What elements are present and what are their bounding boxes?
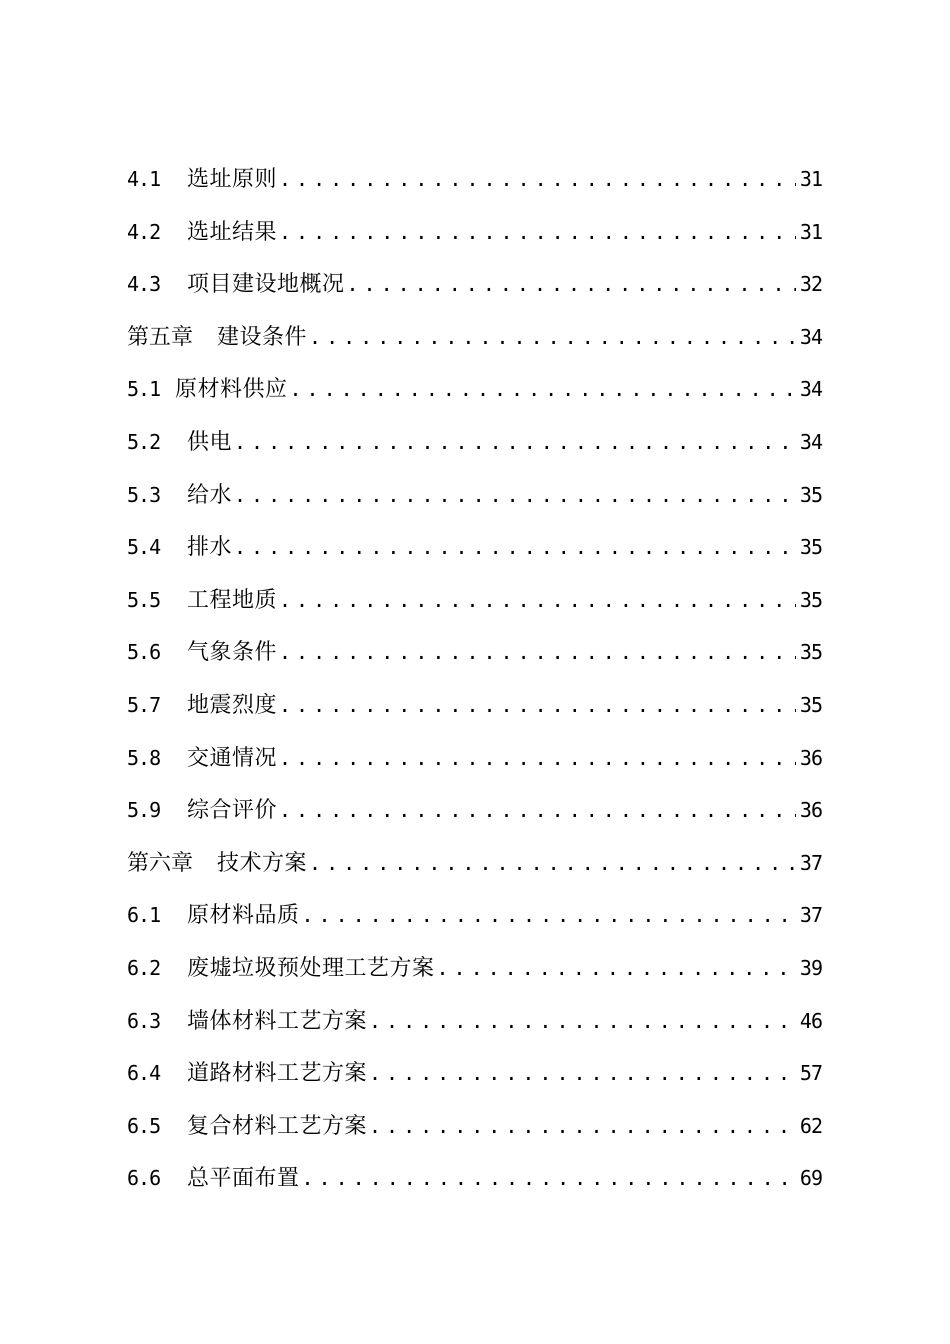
toc-entry-5-7[interactable] [127, 679, 822, 732]
dot-leader [279, 784, 796, 837]
toc-entry-5-4[interactable] [127, 521, 822, 574]
toc-entry-page: 37 [799, 903, 822, 928]
toc-entry-5-9[interactable] [127, 784, 822, 837]
dot-leader [302, 1152, 796, 1205]
toc-chapter-number: 第六章 [127, 850, 194, 876]
toc-chapter-number: 第五章 [127, 324, 194, 350]
toc-entry-title: 气象条件 [187, 640, 278, 666]
toc-entry-title: 地震烈度 [187, 692, 278, 718]
toc-entry-6-5[interactable] [127, 1100, 822, 1153]
toc-entry-6-1[interactable] [127, 889, 822, 942]
toc-entry-number: 6.5 [127, 1113, 161, 1138]
toc-entry-5-2[interactable] [127, 416, 822, 469]
dot-leader [279, 732, 796, 785]
toc-entry-title: 综合评价 [187, 798, 278, 824]
toc-entry-page: 39 [799, 955, 822, 980]
toc-entry-number: 5.2 [127, 429, 161, 454]
dot-leader [347, 258, 796, 311]
toc-entry-6-4[interactable] [127, 1047, 822, 1100]
toc-entry-number: 6.2 [127, 955, 161, 980]
toc-entry-page: 57 [799, 1061, 822, 1086]
toc-entry-number: 5.1 [127, 377, 161, 402]
toc-entry-page: 34 [799, 429, 822, 454]
toc-entry-title: 废墟垃圾预处理工艺方案 [187, 955, 435, 981]
dot-leader [279, 574, 796, 627]
toc-entry-4-3[interactable] [127, 258, 822, 311]
toc-entry-page: 35 [799, 482, 822, 507]
toc-entry-title: 给水 [187, 482, 233, 508]
toc-entry-page: 36 [799, 745, 822, 770]
dot-leader [437, 942, 796, 995]
dot-leader [234, 469, 796, 522]
toc-entry-title: 建设条件 [217, 324, 308, 350]
toc-entry-title: 供电 [187, 429, 233, 455]
toc-entry-number: 6.1 [127, 903, 161, 928]
toc-entry-page: 31 [799, 167, 822, 191]
toc-entry-page: 31 [799, 219, 822, 244]
toc-entry-title: 选址原则 [187, 167, 278, 192]
dot-leader [279, 153, 796, 206]
dot-leader [309, 837, 796, 890]
toc-entry-title: 道路材料工艺方案 [187, 1061, 368, 1087]
toc-entry-number: 5.4 [127, 535, 161, 560]
toc-entry-title: 复合材料工艺方案 [187, 1113, 368, 1139]
table-of-contents [127, 153, 822, 1205]
toc-entry-number: 5.3 [127, 482, 161, 507]
toc-entry-page: 35 [799, 692, 822, 717]
dot-leader [290, 363, 796, 416]
toc-entry-6-2[interactable] [127, 942, 822, 995]
toc-entry-title: 总平面布置 [187, 1166, 300, 1192]
dot-leader [234, 521, 796, 574]
dot-leader [279, 626, 796, 679]
toc-entry-title: 技术方案 [217, 850, 308, 876]
toc-entry-number: 6.4 [127, 1061, 161, 1086]
toc-entry-chapter-6[interactable] [127, 837, 822, 890]
toc-entry-5-5[interactable] [127, 574, 822, 627]
dot-leader [279, 206, 796, 259]
dot-leader [369, 1100, 796, 1153]
toc-entry-6-3[interactable] [127, 995, 822, 1048]
toc-entry-title: 工程地质 [187, 587, 278, 613]
toc-entry-number: 6.6 [127, 1166, 161, 1191]
toc-entry-number: 5.9 [127, 798, 161, 823]
dot-leader [309, 311, 796, 364]
toc-entry-page: 35 [799, 640, 822, 665]
toc-entry-title: 选址结果 [187, 219, 278, 245]
toc-entry-4-1[interactable] [127, 153, 822, 206]
toc-entry-page: 35 [799, 535, 822, 560]
toc-entry-number: 4.1 [127, 167, 161, 191]
toc-entry-number: 4.2 [127, 219, 161, 244]
toc-entry-6-6[interactable] [127, 1152, 822, 1205]
toc-entry-title: 交通情况 [187, 745, 278, 771]
toc-entry-number: 5.6 [127, 640, 161, 665]
toc-entry-5-6[interactable] [127, 626, 822, 679]
toc-entry-5-8[interactable] [127, 732, 822, 785]
toc-entry-page: 35 [799, 587, 822, 612]
toc-entry-5-3[interactable] [127, 469, 822, 522]
toc-entry-number: 5.7 [127, 692, 161, 717]
dot-leader [302, 889, 796, 942]
toc-entry-title: 项目建设地概况 [187, 272, 345, 298]
dot-leader [369, 995, 796, 1048]
toc-entry-title: 排水 [187, 535, 233, 561]
toc-entry-page: 62 [799, 1113, 822, 1138]
toc-entry-page: 69 [799, 1166, 822, 1191]
toc-entry-number: 4.3 [127, 272, 161, 297]
toc-entry-page: 46 [799, 1008, 822, 1033]
toc-entry-title: 原材料品质 [187, 903, 300, 929]
toc-entry-page: 32 [799, 272, 822, 297]
toc-entry-number: 5.5 [127, 587, 161, 612]
toc-entry-4-2[interactable] [127, 206, 822, 259]
toc-entry-page: 34 [799, 377, 822, 402]
toc-entry-number: 6.3 [127, 1008, 161, 1033]
toc-entry-5-1[interactable] [127, 363, 822, 416]
dot-leader [234, 416, 796, 469]
toc-entry-page: 37 [799, 850, 822, 875]
toc-entry-number: 5.8 [127, 745, 161, 770]
toc-entry-page: 34 [799, 324, 822, 349]
toc-entry-title: 原材料供应 [175, 377, 288, 403]
toc-entry-title: 墙体材料工艺方案 [187, 1008, 368, 1034]
dot-leader [279, 679, 796, 732]
dot-leader [369, 1047, 796, 1100]
toc-entry-chapter-5[interactable] [127, 311, 822, 364]
toc-entry-page: 36 [799, 798, 822, 823]
